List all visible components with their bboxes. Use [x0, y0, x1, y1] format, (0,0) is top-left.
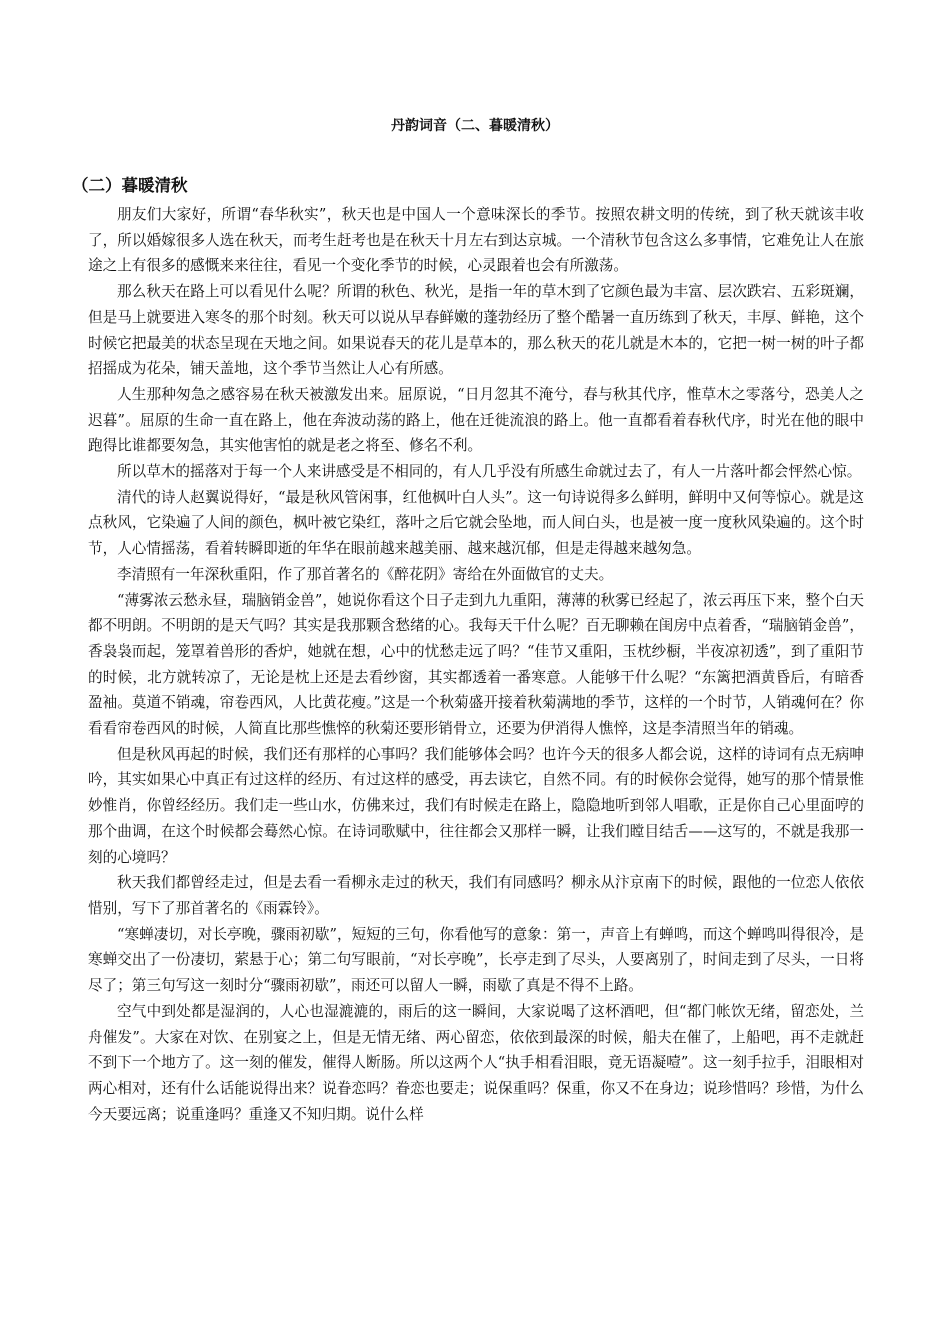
paragraph: 那么秋天在路上可以看见什么呢？所谓的秋色、秋光，是指一年的草木到了它颜色最为丰富、层次跌宕、五彩斑斓，但是马上就要进入寒冬的那个时刻。秋天可以说从早春鲜嫩的蓬勃经历了整个酷暑一直历练到了秋天，丰厚、鲜艳，这个时候它把最美的状态呈现在天地之间。如果说春天的花儿是草本的，那么秋天的花儿就是木本的，它把一树一树的叶子都招摇成为花朵，铺天盖地，这个季节当然让人心有所感。	[88, 283, 864, 378]
paragraph: 人生那种匆急之感容易在秋天被激发出来。屈原说，“日月忽其不淹兮，春与秋其代序，惟草木之零落兮，恐美人之迟暮”。屈原的生命一直在路上，他在奔波动荡的路上，他在迁徙流浪的路上。他一直都看着春秋代序，时光在他的眼中跑得比谁都要匆急，其实他害怕的就是老之将至、修名不利。	[88, 385, 864, 455]
paragraph: “寒蝉凄切，对长亭晚，骤雨初歇”，短短的三句，你看他写的意象：第一，声音上有蝉鸣，而这个蝉鸣叫得很冷，是寒蝉交出了一份凄切，萦悬于心；第二句写眼前，“对长亭晚”，长亭走到了尽头，人要离别了，时间走到了尽头，一日将尽了；第三句写这一刻时分“骤雨初歇”，雨还可以留人一瞬，雨歇了真是不得不上路。	[88, 925, 864, 995]
paragraph: 清代的诗人赵翼说得好，“最是秋风管闲事，红他枫叶白人头”。这一句诗说得多么鲜明，鲜明中又何等惊心。就是这点秋风，它染遍了人间的颜色，枫叶被它染红，落叶之后它就会坠地，而人间白头，也是被一度一度秋风染遍的。这个时节，人心情摇荡，看着转瞬即逝的年华在眼前越来越美丽、越来越沉郁，但是走得越来越匆急。	[88, 488, 864, 558]
paragraph: “薄雾浓云愁永昼，瑞脑销金兽”，她说你看这个日子走到九九重阳，薄薄的秋雾已经起了，浓云再压下来，整个白天都不明朗。不明朗的是天气吗？其实是我那颗含愁绪的心。我每天干什么呢？百无聊赖在闺房中点着香，“瑞脑销金兽”，香袅袅而起，笼罩着兽形的香炉，她就在想，心中的忧愁走远了吗？“佳节又重阳，玉枕纱橱，半夜凉初透”，到了重阳节的时候，北方就转凉了，无论是枕上还是去看纱窗，其实都透着一番寒意。人能够干什么呢？“东篱把酒黄昏后，有暗香盈袖。莫道不销魂，帘卷西风，人比黄花瘦。”这是一个秋菊盛开接着秋菊满地的季节，这样的一个时节，人销魂何在？你看看帘卷西风的时候，人简直比那些憔悴的秋菊还要形销骨立，还要为伊消得人憔悴，这是李清照当年的销魂。	[88, 591, 864, 738]
document-title: 丹韵词音（二、暮暖清秋）	[391, 118, 559, 134]
paragraph: 但是秋风再起的时候，我们还有那样的心事吗？我们能够体会吗？也许今天的很多人都会说，这样的诗词有点无病呻吟，其实如果心中真正有过这样的经历、有过这样的感受，再去读它，自然不同。有的时候你会觉得，她写的那个情景惟妙惟肖，你曾经经历。我们走一些山水，仿佛来过，我们有时候走在路上，隐隐地听到邻人唱歌，正是你自己心里面哼的那个曲调，在这个时候都会蓦然心惊。在诗词歌赋中，往往都会又那样一瞬，让我们瞠目结舌——这写的，不就是我那一刻的心境吗？	[88, 745, 864, 866]
paragraph: 朋友们大家好，所谓“春华秋实”，秋天也是中国人一个意味深长的季节。按照农耕文明的传统，到了秋天就该丰收了，所以婚嫁很多人选在秋天，而考生赶考也是在秋天十月左右到达京城。一个清秋节包含这么多事情，它难免让人在旅途之上有很多的感慨来来往往，看见一个变化季节的时候，心灵跟着也会有所激荡。	[88, 206, 864, 275]
paragraph: 李清照有一年深秋重阳，作了那首著名的《醉花阴》寄给在外面做官的丈夫。	[117, 565, 614, 583]
section-heading: （二）暮暖清秋	[72, 176, 188, 195]
paragraph: 所以草木的摇落对于每一个人来讲感受是不相同的，有人几乎没有所感生命就过去了，有人一片落叶都会怦然心惊。	[117, 463, 862, 481]
paragraph: 秋天我们都曾经走过，但是去看一看柳永走过的秋天，我们有同感吗？柳永从汴京南下的时候，跟他的一位恋人依依惜别，写下了那首著名的《雨霖铃》。	[88, 874, 864, 917]
paragraph: 空气中到处都是湿润的，人心也湿漉漉的，雨后的这一瞬间，大家说喝了这杯酒吧，但“都门帐饮无绪，留恋处，兰舟催发”。大家在对饮、在别宴之上，但是无情无绪、两心留恋，依依到最深的时候，船夫在催了，上船吧，再不走就赶不到下一个地方了。这一刻的催发，催得人断肠。所以这两个人“执手相看泪眼，竟无语凝噎”。这一刻手拉手，泪眼相对两心相对，还有什么话能说得出来？说眷恋吗？眷恋也要走；说保重吗？保重，你又不在身边；说珍惜吗？珍惜，为什么今天要远离；说重逢吗？重逢又不知归期。说什么样	[88, 1002, 864, 1123]
document-body	[88, 202, 864, 1127]
